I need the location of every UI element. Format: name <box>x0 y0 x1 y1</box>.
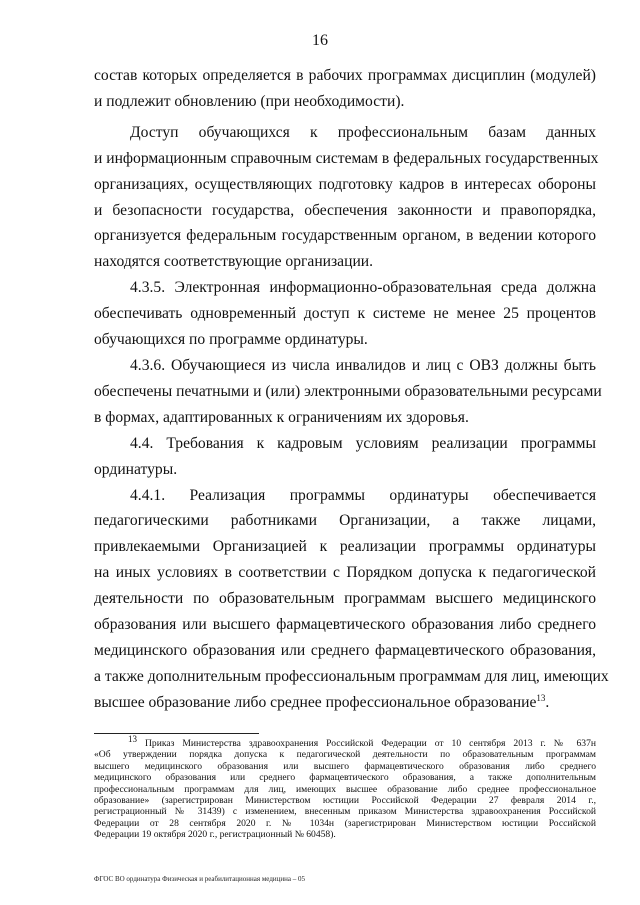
paragraph <box>94 431 596 483</box>
text-line: организуется федеральным государственным органом, в ведении которого <box>94 227 596 245</box>
footnote-reference: 13 <box>536 692 546 703</box>
text-line: педагогическими работниками Организации, а также лицами, <box>94 512 596 530</box>
footnote-line: высшего медицинского образования или высшего фармацевтического образования либо среднего <box>94 760 596 772</box>
text-line: 4.4. Требования к кадровым условиям реализации программы <box>130 434 596 452</box>
footnote-line: образование» (зарегистрирован Министерством юстиции Российской Федерации 27 февраля 2014 г., <box>94 795 596 807</box>
body-text <box>94 63 609 716</box>
text-line: обеспечены печатными и (или) электронными образовательными ресурсами <box>94 382 602 400</box>
text-line: а также дополнительным профессиональным программам для лиц, имеющих <box>94 667 609 685</box>
text-line: образования или высшего фармацевтического образования либо среднего <box>94 616 596 634</box>
footnote-line: Федерации от 28 сентября 2020 г. № 1034н (зарегистрирован Министерством юстиции Российской <box>94 817 596 829</box>
text-line: и безопасности государства, обеспечения законности и правопорядка, <box>94 201 596 219</box>
paragraph <box>94 275 596 353</box>
text-line: деятельности по образовательным программам высшего медицинского <box>94 590 596 608</box>
paragraph <box>94 120 599 275</box>
paragraph <box>94 63 596 115</box>
text-line: и подлежит обновлению (при необходимости). <box>94 92 405 110</box>
text-line: медицинского образования или среднего фармацевтического образования, <box>94 641 596 659</box>
text-line: 4.4.1. Реализация программы ординатуры обеспечивается <box>130 486 596 504</box>
text-line: обеспечивать одновременный доступ к системе не менее 25 процентов <box>94 305 596 323</box>
page-footer: ФГОС ВО ординатура Физическая и реабилитационная медицина – 05 <box>94 875 305 883</box>
text-line: состав которых определяется в рабочих программах дисциплин (модулей) <box>94 67 596 84</box>
paragraph <box>94 353 602 431</box>
footnote-line: профессиональным программам для лиц, имеющих высшее образование либо среднее профессиональное <box>94 783 596 795</box>
text-line: обучающихся по программе ординатуры. <box>94 331 368 349</box>
footnote-line: Федерации 19 октября 2020 г., регистрационный № 60458). <box>94 829 336 841</box>
text-line: организациях, осуществляющих подготовку кадров в интересах обороны <box>94 175 596 193</box>
footnote-line-text: Приказ Министерства здравоохранения Российской Федерации от 10 сентября 2013 г. № 637н <box>144 738 597 749</box>
footnote-number: 13 <box>128 733 137 744</box>
text-line: Доступ обучающихся к профессиональным базам данных <box>130 123 596 141</box>
footnote <box>94 733 597 841</box>
text-line: находятся соответствующие организации. <box>94 253 374 271</box>
footnote-line: регистрационный № 31439) с изменением, внесенным приказом Министерства здравоохранения Российской <box>94 806 596 818</box>
text-line: и информационным справочным системам в федеральных государственных <box>94 149 599 167</box>
footnote-line: медицинского образования или среднего фармацевтического образования, а также дополнительным <box>94 772 596 784</box>
text-line: высшее образование либо среднее профессиональное образование$^{13}$. <box>94 692 550 711</box>
paragraph <box>94 483 609 716</box>
text-line: привлекаемыми Организацией к реализации программы ординатуры <box>94 538 596 556</box>
text-line: 4.3.6. Обучающиеся из числа инвалидов и лиц с ОВЗ должны быть <box>130 356 596 374</box>
text-line: на иных условиях в соответствии с Порядком допуска к педагогической <box>94 564 596 582</box>
text-line-content: высшее образование либо среднее профессиональное образование <box>94 693 537 711</box>
footnote-divider <box>94 733 259 734</box>
text-line: ординатуры. <box>94 460 178 478</box>
footnote-line <box>94 733 597 749</box>
text-line: в формах, адаптированных к ограничениям их здоровья. <box>94 408 469 426</box>
footnote-line: «Об утверждении порядка допуска к педагогической деятельности по образовательным программам <box>94 749 596 761</box>
text-line: 4.3.5. Электронная информационно-образовательная среда должна <box>130 279 596 297</box>
page-number: 16 <box>312 32 328 49</box>
